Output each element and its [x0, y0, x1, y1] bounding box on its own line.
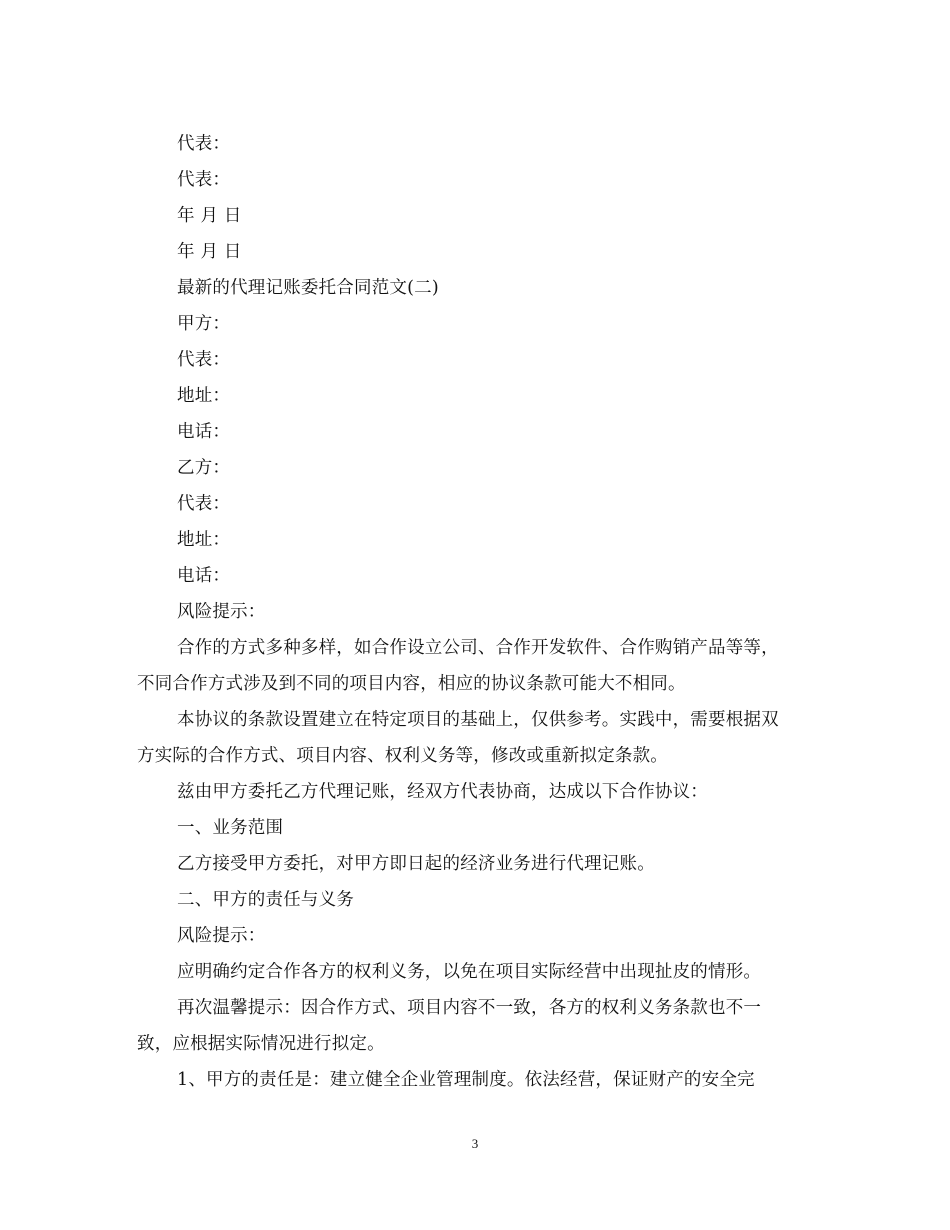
paragraph-line: 方实际的合作方式、项目内容、权利义务等，修改或重新拟定条款。 — [137, 746, 668, 766]
section-heading: 二、甲方的责任与义务 — [177, 890, 354, 910]
text-line: 电话： — [177, 422, 231, 442]
paragraph-line: 乙方接受甲方委托，对甲方即日起的经济业务进行代理记账。 — [177, 854, 655, 874]
text-line: 甲方： — [177, 314, 231, 334]
text-line: 风险提示： — [177, 926, 266, 946]
section-title: 最新的代理记账委托合同范文(二) — [177, 278, 439, 298]
paragraph-line: 应明确约定合作各方的权利义务，以免在项目实际经营中出现扯皮的情形。 — [177, 962, 762, 982]
section-heading: 一、业务范围 — [177, 818, 284, 838]
paragraph-line: 不同合作方式涉及到不同的项目内容，相应的协议条款可能大不相同。 — [137, 674, 686, 694]
paragraph-line: 再次温馨提示：因合作方式、项目内容不一致，各方的权利义务条款也不一 — [177, 998, 762, 1018]
text-line: 代表： — [177, 350, 231, 370]
text-line: 乙方： — [177, 458, 231, 478]
text-line: 代表： — [177, 494, 231, 514]
text-line: 年 月 日 — [177, 242, 242, 262]
text-line: 地址： — [177, 530, 231, 550]
text-line: 年 月 日 — [177, 206, 242, 226]
text-line: 代表： — [177, 170, 231, 190]
text-line: 代表： — [177, 134, 231, 154]
document-body — [137, 126, 817, 1098]
text-line: 风险提示： — [177, 602, 266, 622]
paragraph-line: 合作的方式多种多样，如合作设立公司、合作开发软件、合作购销产品等等， — [177, 638, 779, 658]
paragraph-line: 致，应根据实际情况进行拟定。 — [137, 1034, 385, 1054]
text-line: 地址： — [177, 386, 231, 406]
paragraph-line: 兹由甲方委托乙方代理记账，经双方代表协商，达成以下合作协议： — [177, 782, 708, 802]
text-line: 电话： — [177, 566, 231, 586]
paragraph-line: 本协议的条款设置建立在特定项目的基础上，仅供参考。实践中，需要根据双 — [177, 710, 779, 730]
paragraph-line: 1、甲方的责任是：建立健全企业管理制度。依法经营，保证财产的安全完 — [177, 1070, 755, 1090]
page-number: 3 — [471, 1136, 479, 1151]
